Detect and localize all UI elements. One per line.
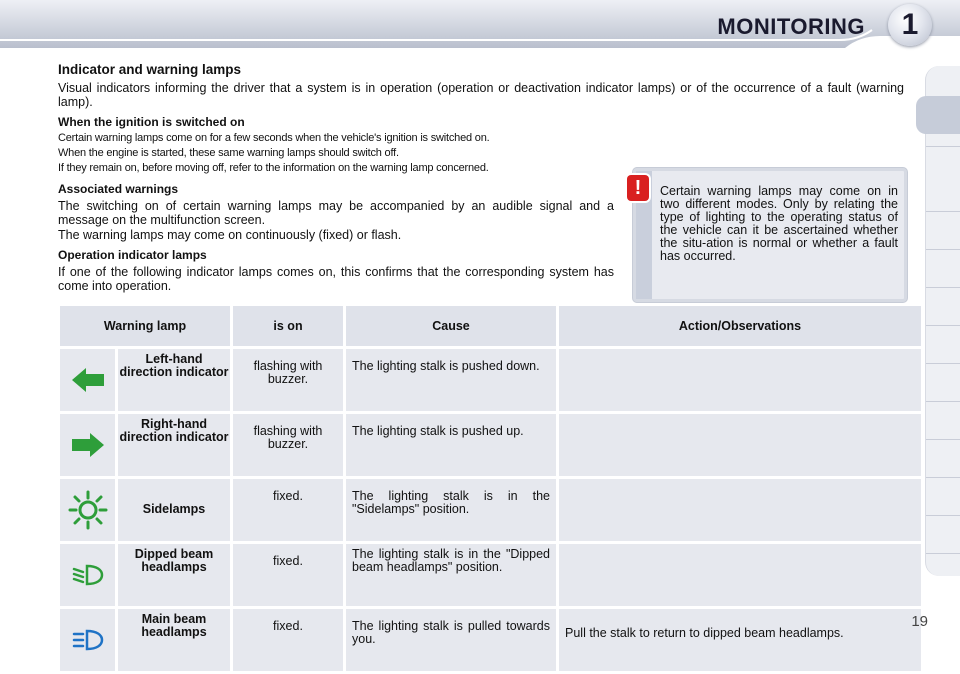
lamp-action: Pull the stalk to return to dipped beam headlamps. — [559, 609, 921, 671]
ignition-heading: When the ignition is switched on — [58, 115, 245, 129]
header-action: Action/Observations — [559, 306, 921, 346]
lamp-state: fixed. — [233, 479, 343, 541]
chapter-tab[interactable] — [926, 211, 960, 250]
chapter-tab[interactable] — [926, 401, 960, 440]
lamp-action — [559, 479, 921, 541]
left-arrow-icon — [60, 349, 115, 411]
lamp-cause: The lighting stalk is pushed down. — [346, 349, 556, 411]
dipped-beam-icon — [60, 544, 115, 606]
lamp-name: Right-hand direction indicator — [118, 414, 230, 476]
page-number: 19 — [911, 613, 928, 630]
chapter-tab[interactable] — [926, 249, 960, 288]
chapter-tab[interactable] — [926, 363, 960, 402]
lamp-name: Dipped beam headlamps — [118, 544, 230, 606]
chapter-tab[interactable] — [926, 477, 960, 516]
table-row — [60, 544, 921, 606]
lamp-cause: The lighting stalk is in the "Sidelamps" position. — [346, 479, 556, 541]
intro-text: Visual indicators informing the driver that a system is in operation (operation or deactivation indicator lamps) or of the occurrence of a fault (warning lamp). — [58, 81, 904, 109]
sidelamps-icon — [60, 479, 115, 541]
lamp-cause: The lighting stalk is in the "Dipped beam headlamps" position. — [346, 544, 556, 606]
active-chapter-tab[interactable] — [916, 96, 960, 134]
lamp-cause: The lighting stalk is pulled towards you. — [346, 609, 556, 671]
right-arrow-icon — [60, 414, 115, 476]
op-text: If one of the following indicator lamps comes on, this confirms that the corresponding system has come into operation. — [58, 265, 614, 293]
note-box — [633, 168, 907, 302]
note-text: Certain warning lamps may come on in two different modes. Only by relating the type of lighting to the operating status of the vehicle can it be ascertained whether the situ-ation is normal or whether a fault has occurred. — [660, 184, 898, 263]
section-heading: Indicator and warning lamps — [58, 62, 242, 77]
header-cause: Cause — [346, 306, 556, 346]
lamp-cause: The lighting stalk is pushed up. — [346, 414, 556, 476]
table-row — [60, 349, 921, 411]
chapter-tab[interactable] — [926, 287, 960, 326]
table-row — [60, 414, 921, 476]
ignition-line: Certain warning lamps come on for a few seconds when the vehicle's ignition is switched on. — [58, 132, 490, 144]
lamp-action — [559, 414, 921, 476]
chapter-tab[interactable] — [926, 515, 960, 554]
assoc-text: The switching on of certain warning lamps may be accompanied by an audible signal and a message on the multifunction screen. — [58, 199, 614, 227]
header-on: is on — [233, 306, 343, 346]
page-title: MONITORING — [717, 14, 865, 39]
lamp-name: Main beam headlamps — [118, 609, 230, 671]
table-row — [60, 609, 921, 671]
table-row — [60, 479, 921, 541]
indicator-table — [57, 303, 924, 674]
lamp-action — [559, 544, 921, 606]
ignition-line: If they remain on, before moving off, refer to the information on the warning lamp concerned. — [58, 162, 489, 174]
lamp-name: Left-hand direction indicator — [118, 349, 230, 411]
assoc-heading: Associated warnings — [58, 182, 179, 196]
chapter-badge: 1 — [888, 4, 932, 46]
lamp-state: flashing with buzzer. — [233, 414, 343, 476]
chapter-tab[interactable] — [926, 325, 960, 364]
lamp-action — [559, 349, 921, 411]
chapter-tab[interactable] — [926, 439, 960, 478]
lamp-state: fixed. — [233, 544, 343, 606]
header-lamp: Warning lamp — [60, 306, 230, 346]
lamp-name: Sidelamps — [118, 479, 230, 541]
assoc-text-2: The warning lamps may come on continuously (fixed) or flash. — [58, 228, 402, 242]
exclamation-icon: ! — [627, 175, 649, 201]
lamp-state: fixed. — [233, 609, 343, 671]
ignition-line: When the engine is started, these same warning lamps should switch off. — [58, 147, 399, 159]
lamp-state: flashing with buzzer. — [233, 349, 343, 411]
main-beam-icon — [60, 609, 115, 671]
chapter-tabs — [925, 66, 960, 576]
table-header-row — [60, 306, 921, 346]
chapter-tab[interactable] — [926, 171, 960, 212]
op-heading: Operation indicator lamps — [58, 248, 207, 262]
